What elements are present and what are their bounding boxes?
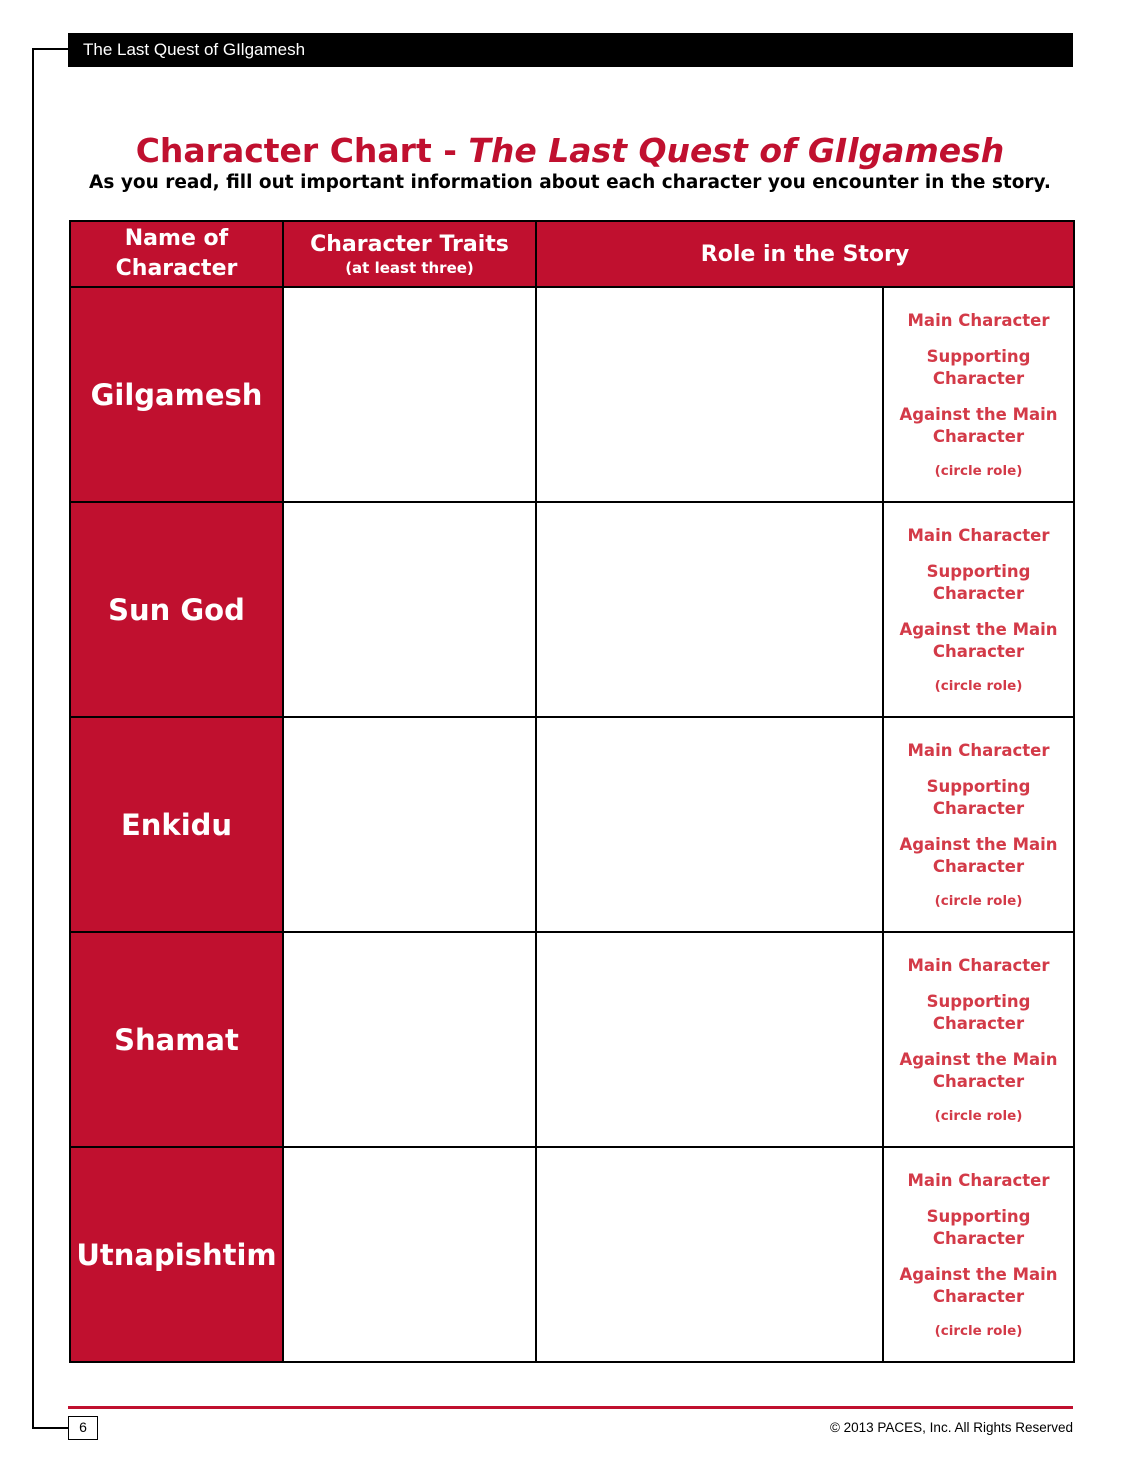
option-supporting-line2: Character [932,583,1025,603]
character-row [70,1147,1074,1362]
page-number: 6 [68,1416,98,1440]
character-row [70,502,1074,717]
option-main-character[interactable] [884,525,1073,547]
book-title: The Last Quest of GIlgamesh [83,40,306,59]
role-answer-cell[interactable] [536,1147,883,1362]
character-name: Sun God [70,502,283,717]
character-name: Enkidu [70,717,283,932]
option-main-character[interactable] [884,740,1073,762]
header-name-of-character [70,221,283,287]
option-against-main-character[interactable] [884,619,1073,663]
header-name-line2: Character [115,256,238,281]
header-name-line1: Name of [124,226,229,251]
traits-answer-cell[interactable] [283,502,536,717]
option-against-line2: Character [932,426,1025,446]
option-against-main-character[interactable] [884,1264,1073,1308]
chart-body [70,287,1074,1362]
option-against-line1: Against the Main [899,1264,1058,1284]
circle-role-instruction: (circle role) [934,677,1023,694]
footer-divider [68,1406,1073,1409]
option-against-line1: Against the Main [899,619,1058,639]
option-main-label: Main Character [907,525,1050,545]
option-supporting-character[interactable] [884,991,1073,1035]
character-row [70,287,1074,502]
traits-answer-cell[interactable] [283,1147,536,1362]
header-traits-label: Character Traits [310,231,509,257]
option-against-line2: Character [932,1071,1025,1091]
option-supporting-line1: Supporting [926,1206,1031,1226]
instructions: As you read, fill out important information about each character you encounter in the story. [89,172,1051,193]
option-against-line2: Character [932,856,1025,876]
header-row [70,221,1074,287]
header-traits-note: (at least three) [345,258,474,277]
role-answer-cell[interactable] [536,287,883,502]
option-main-label: Main Character [907,740,1050,760]
option-against-main-character[interactable] [884,404,1073,448]
option-supporting-line2: Character [932,1228,1025,1248]
header-character-traits [283,221,536,287]
character-name: Utnapishtim [70,1147,283,1362]
role-answer-cell[interactable] [536,717,883,932]
circle-role-instruction: (circle role) [934,462,1023,479]
role-options [883,1147,1074,1362]
option-supporting-line2: Character [932,368,1025,388]
title-prefix: Character Chart - [135,131,469,170]
margin-bracket-line [32,48,34,1429]
traits-answer-cell[interactable] [283,932,536,1147]
character-name: Gilgamesh [70,287,283,502]
header-role-in-story [536,221,1074,287]
option-main-character[interactable] [884,310,1073,332]
circle-role-instruction: (circle role) [934,1322,1023,1339]
character-name: Shamat [70,932,283,1147]
option-against-line1: Against the Main [899,834,1058,854]
option-supporting-character[interactable] [884,561,1073,605]
character-chart [69,220,1075,1363]
option-against-main-character[interactable] [884,1049,1073,1093]
option-main-character[interactable] [884,1170,1073,1192]
option-supporting-line1: Supporting [926,991,1031,1011]
role-answer-cell[interactable] [536,932,883,1147]
role-options [883,287,1074,502]
role-answer-cell[interactable] [536,502,883,717]
traits-answer-cell[interactable] [283,287,536,502]
option-against-line2: Character [932,641,1025,661]
margin-bracket-top [32,48,68,50]
option-supporting-character[interactable] [884,346,1073,390]
circle-role-instruction: (circle role) [934,892,1023,909]
option-against-main-character[interactable] [884,834,1073,878]
circle-role-instruction: (circle role) [934,1107,1023,1124]
option-supporting-line2: Character [932,798,1025,818]
option-supporting-line1: Supporting [926,346,1031,366]
role-options [883,932,1074,1147]
option-main-label: Main Character [907,1170,1050,1190]
option-against-line2: Character [932,1286,1025,1306]
header-role-label: Role in the Story [700,241,910,267]
character-row [70,717,1074,932]
margin-bracket-bottom [32,1427,68,1429]
option-main-label: Main Character [907,955,1050,975]
option-supporting-line1: Supporting [926,561,1031,581]
option-supporting-character[interactable] [884,776,1073,820]
option-against-line1: Against the Main [899,1049,1058,1069]
role-options [883,717,1074,932]
traits-answer-cell[interactable] [283,717,536,932]
option-main-character[interactable] [884,955,1073,977]
role-options [883,502,1074,717]
page-title [0,129,1140,173]
book-title-bar [68,33,1073,67]
title-book-name: The Last Quest of GIlgamesh [468,131,1005,170]
copyright-notice: © 2013 PACES, Inc. All Rights Reserved [829,1420,1073,1435]
option-against-line1: Against the Main [899,404,1058,424]
option-supporting-character[interactable] [884,1206,1073,1250]
option-supporting-line2: Character [932,1013,1025,1033]
option-supporting-line1: Supporting [926,776,1031,796]
character-row [70,932,1074,1147]
option-main-label: Main Character [907,310,1050,330]
